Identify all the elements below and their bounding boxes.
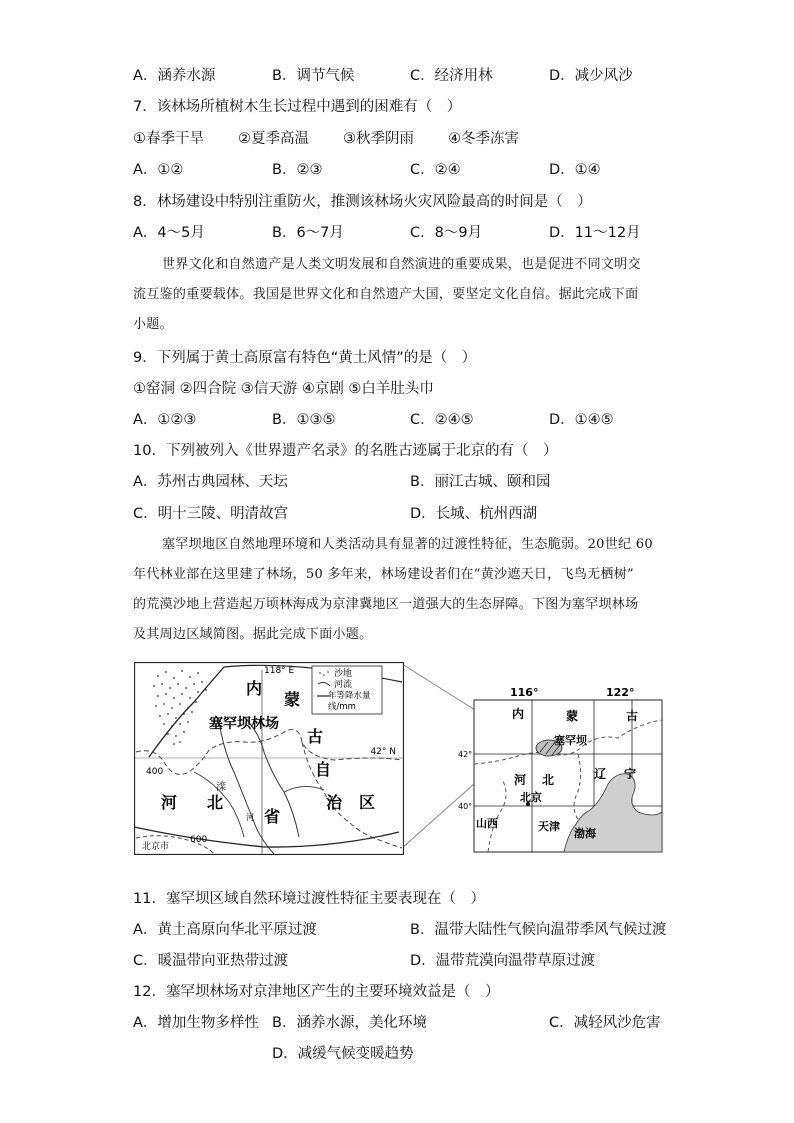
q8-stem: 8．林场建设中特别注重防火，推测该林场火灾风险最高的时间是（ ） bbox=[133, 194, 592, 210]
q6-option-a: A．涵养水源 bbox=[133, 68, 216, 84]
passage1-line-3: 小题。 bbox=[133, 317, 173, 332]
map-right-label-bei: 北 bbox=[542, 773, 555, 787]
q9-option-a: A．①②③ bbox=[133, 412, 197, 428]
q7-option-a: A．①② bbox=[133, 162, 184, 178]
passage1-line-1: 世界文化和自然遗产是人类文明发展和自然演进的重要成果，也是促进不同文明交 bbox=[162, 257, 641, 272]
legend-river: 河流 bbox=[334, 680, 353, 690]
map-right bbox=[458, 684, 668, 856]
map-right-label-meng: 蒙 bbox=[566, 709, 579, 723]
q7-option-d: D．①④ bbox=[549, 162, 601, 178]
map-left-label-beijing: 北京市 bbox=[142, 842, 170, 852]
map-left bbox=[134, 662, 404, 855]
q7-option-b: B．②③ bbox=[272, 162, 323, 178]
q10-option-a: A．苏州古典园林、天坛 bbox=[133, 474, 288, 490]
q11-option-d: D．温带荒漠向温带草原过渡 bbox=[410, 953, 596, 969]
map-left-label-he: 河 bbox=[161, 793, 178, 812]
legend-sand: 沙地 bbox=[334, 669, 353, 679]
q6-option-b: B．调节气候 bbox=[272, 68, 355, 84]
map-left-label-sheng: 省 bbox=[264, 807, 281, 826]
map-left-label-meng: 蒙 bbox=[284, 690, 301, 709]
map-right-label-shanxi: 山西 bbox=[476, 817, 498, 830]
map-right-label-tianjin: 天津 bbox=[538, 820, 560, 833]
q7-item-3: ③秋季阴雨 bbox=[343, 131, 414, 147]
passage2-line-4: 及其周边区域简图。据此完成下面小题。 bbox=[133, 627, 373, 642]
q10-option-b: B．丽江古城、颐和园 bbox=[410, 474, 551, 490]
q7-item-1: ①春季干旱 bbox=[133, 131, 204, 147]
map-right-label-liao: 辽 bbox=[594, 767, 607, 781]
map-right-label-bohai: 渤海 bbox=[574, 827, 596, 840]
map-right-lat2: 40° bbox=[458, 802, 473, 811]
q12-option-c: C．减轻风沙危害 bbox=[549, 1015, 661, 1031]
q10-option-d: D．长城、杭州西湖 bbox=[410, 506, 538, 522]
legend-isohyet-1: 年等降水量 bbox=[328, 691, 371, 701]
q9-option-b: B．①③⑤ bbox=[272, 412, 336, 428]
passage2-line-3: 的荒漠沙地上营造起万顷林海成为京津冀地区一道强大的生态屏障。下图为塞罕坝林场 bbox=[133, 597, 639, 612]
q12-option-a: A．增加生物多样性 bbox=[133, 1015, 259, 1031]
map-left-label-luan: 滦 bbox=[216, 782, 226, 793]
q8-option-a: A．4～5月 bbox=[133, 225, 205, 241]
q7-option-c: C．②④ bbox=[410, 162, 461, 178]
q11-option-c: C．暖温带向亚热带过渡 bbox=[133, 953, 289, 969]
q10-option-c: C．明十三陵、明清故宫 bbox=[133, 506, 289, 522]
map-left-label-zi: 自 bbox=[315, 760, 332, 779]
q8-option-b: B．6～7月 bbox=[272, 225, 344, 241]
map-left-label-forest: 塞罕坝林场 bbox=[209, 716, 279, 732]
q7-stem: 7．该林场所植树木生长过程中遇到的困难有（ ） bbox=[133, 99, 462, 115]
q10-stem: 10．下列被列入《世界遗产名录》的名胜古迹属于北京的有（ ） bbox=[133, 443, 558, 459]
map-right-label-he: 河 bbox=[514, 773, 527, 787]
q12-option-b: B．涵养水源，美化环境 bbox=[272, 1015, 427, 1031]
map-right-label-beijing: 北京 bbox=[520, 791, 542, 804]
q9-option-c: C．②④⑤ bbox=[410, 412, 474, 428]
map-right-label-gu: 古 bbox=[626, 709, 639, 723]
map-right-lon2: 122° bbox=[606, 686, 635, 699]
q12-stem: 12．塞罕坝林场对京津地区产生的主要环境效益是（ ） bbox=[133, 984, 500, 1000]
map-right-lat1: 42° bbox=[458, 750, 473, 759]
q8-option-c: C．8～9月 bbox=[410, 225, 483, 241]
map-left-legend bbox=[312, 666, 382, 714]
passage2-line-2: 年代林业部在这里建了林场，50 多年来，林场建设者们在“黄沙遮天日，飞鸟无栖树” bbox=[133, 567, 634, 582]
map-left-label-zhi: 治 bbox=[326, 793, 343, 812]
map-left-iso400: 400 bbox=[146, 767, 164, 777]
legend-isohyet-2: 线/mm bbox=[328, 702, 356, 712]
map-left-label-bei: 北 bbox=[207, 793, 224, 812]
q9-option-d: D．①④⑤ bbox=[549, 412, 614, 428]
q11-stem: 11．塞罕坝区域自然环境过渡性特征主要表现在（ ） bbox=[133, 891, 485, 907]
map-right-label-ning: 宁 bbox=[624, 767, 637, 781]
passage1-line-2: 流互鉴的重要载体。我国是世界文化和自然遗产大国，要坚定文化自信。据此完成下面 bbox=[133, 287, 639, 302]
q11-option-b: B．温带大陆性气候向温带季风气候过渡 bbox=[410, 922, 667, 938]
map-left-label-qu: 区 bbox=[359, 793, 376, 812]
map-left-label-nei: 内 bbox=[246, 679, 263, 698]
q9-stem: 9．下列属于黄土高原富有特色“黄土风情”的是（ ） bbox=[133, 350, 477, 366]
map-left-label-gu: 古 bbox=[307, 727, 324, 746]
map-left-label-river: 河 bbox=[246, 813, 254, 822]
map-right-label-nei: 内 bbox=[512, 707, 525, 721]
map-left-lat: 42° N bbox=[370, 747, 396, 757]
q11-option-a: A．黄土高原向华北平原过渡 bbox=[133, 922, 317, 938]
map-left-iso600: 600 bbox=[190, 835, 208, 845]
q9-items: ①窑洞 ②四合院 ③信天游 ④京剧 ⑤白羊肚头巾 bbox=[133, 381, 434, 397]
map-right-label-saihanba: 塞罕坝 bbox=[554, 734, 587, 747]
q7-item-2: ②夏季高温 bbox=[238, 131, 309, 147]
q6-option-d: D．减少风沙 bbox=[549, 68, 633, 84]
q8-option-d: D．11～12月 bbox=[549, 225, 641, 241]
passage2-line-1: 塞罕坝地区自然地理环境和人类活动具有显著的过渡性特征，生态脆弱。20世纪 60 bbox=[162, 537, 653, 552]
map-left-lon: 118° E bbox=[264, 666, 295, 676]
map-right-lon1: 116° bbox=[510, 686, 539, 699]
q6-option-c: C．经济用林 bbox=[410, 68, 493, 84]
q7-item-4: ④冬季冻害 bbox=[448, 131, 519, 147]
q12-option-d: D．减缓气候变暖趋势 bbox=[272, 1046, 414, 1062]
